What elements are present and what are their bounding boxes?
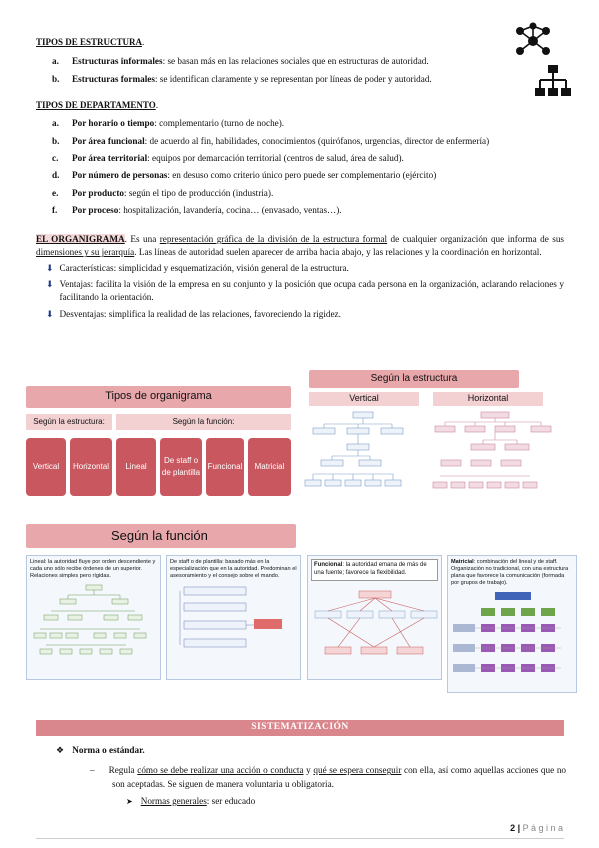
estructura-section	[36, 36, 516, 90]
list-item: b. Por área funcional: de acuerdo al fin, habilidades, conocimientos (quirófanos, urgencias, director de enfermería)	[52, 135, 490, 146]
organigrama-section	[36, 233, 564, 324]
arrow-down-icon: ⬇	[46, 279, 54, 290]
lineal-card	[26, 555, 161, 680]
organigrama-bullets	[46, 262, 564, 321]
vertical-org-chart	[303, 410, 423, 498]
organigrama-type-box: Vertical	[26, 438, 66, 496]
list-item: c. Por área territorial: equipos por demarcación territorial (centros de salud, área de salud).	[52, 153, 404, 164]
diagram-title: Tipos de organigrama	[26, 386, 291, 408]
departamento-list	[52, 117, 576, 217]
dash-bullet: –	[90, 765, 95, 776]
funcion-header: Según la función:	[116, 414, 291, 430]
diamond-bullet-icon: ❖	[56, 745, 65, 755]
organigrama-type-box: Funcional	[206, 438, 244, 496]
matricial-chart	[451, 590, 575, 686]
lineal-description: Lineal: la autoridad fluye por orden descendiente y cada uno sólo recibe órdenes de un superior. Relaciones simples pero rígidas.	[30, 559, 156, 579]
list-item: e. Por producto: según el tipo de producción (industria).	[52, 187, 274, 198]
page-footer: 2 | P á g i n a	[510, 823, 563, 833]
funcional-chart	[311, 589, 439, 669]
estructura-title-bar: Según la estructura	[309, 370, 519, 388]
estructura-header: Según la estructura:	[26, 414, 112, 430]
footer-divider	[36, 838, 564, 839]
staff-chart	[170, 583, 298, 663]
list-item: b. Estructuras formales: se identifican claramente y se representan por líneas de poder y autoridad.	[52, 73, 432, 84]
organigrama-type-box: Lineal	[116, 438, 156, 496]
funcional-card: Funcional: la autoridad emana de más de una fuente; favorece la flexibilidad.	[307, 555, 442, 680]
arrow-down-icon: ⬇	[46, 262, 54, 273]
staff-card	[166, 555, 301, 680]
segun-estructura-diagram	[303, 370, 563, 500]
norma-item: ❖ Norma o estándar.	[56, 745, 145, 755]
organigrama-bullet: ⬇ Características: simplicidad y esquematización, visión general de la estructura.	[46, 262, 564, 275]
organigrama-bullet: ⬇ Desventajas: simplifica la realidad de las relaciones, favoreciendo la rigidez.	[46, 308, 564, 321]
sistematizacion-header: SISTEMATIZACIÓN	[36, 720, 564, 736]
regula-item: – Regula cómo se debe realizar una acción o conducta y qué se espera conseguir con ella, así como aquellas acciones que no son aceptadas. Se siguen de manera voluntaria u obligatoria.	[90, 765, 567, 789]
arrow-bullet-icon: ➤	[126, 797, 133, 807]
segun-funcion-bar	[26, 524, 296, 550]
matricial-card: Matricial: combinación del lineal y de staff. Organización no tradicional, con una estructura plana que favorece la comunicación (formada por grupos de trabajo).	[447, 555, 577, 693]
staff-description: De staff o de plantilla: basado más en la especialización que en la autoridad. Predominan el asesoramiento y el consejo sobre el mando.	[170, 559, 297, 579]
tipos-organigrama-diagram	[26, 386, 291, 496]
departamento-title: TIPOS DE DEPARTAMENTO.	[36, 100, 158, 110]
horizontal-org-chart	[431, 410, 559, 498]
vertical-label: Vertical	[309, 392, 419, 406]
sistematizacion-body	[56, 744, 566, 808]
lineal-chart	[30, 583, 158, 663]
organigrama-title: EL ORGANIGRAMA	[36, 234, 125, 244]
organigrama-type-box: Horizontal	[70, 438, 112, 496]
page-number: 2	[510, 823, 516, 833]
list-item: f. Por proceso: hospitalización, lavandería, cocina… (envasado, ventas…).	[52, 205, 342, 216]
page-label: P á g i n a	[522, 823, 563, 833]
organigrama-type-box: De staff o de plantilla	[160, 438, 202, 496]
organigrama-bullet: ⬇ Ventajas: facilita la visión de la empresa en su conjunto y la posición que ocupa cada persona en la organización, aclarando relaciones y facilitando la orientación.	[46, 278, 564, 305]
list-item: a. Estructuras informales: se basan más en las relaciones sociales que en estructuras de autoridad.	[52, 56, 429, 67]
network-icon	[512, 22, 554, 60]
org-chart-icon	[535, 64, 571, 98]
estructura-list	[52, 55, 516, 86]
estructura-title: TIPOS DE ESTRUCTURA.	[36, 37, 145, 47]
list-item: a. Por horario o tiempo: complementario (turno de noche).	[52, 118, 285, 129]
normas-generales-item: ➤ Normas generales: ser educado	[126, 796, 256, 807]
list-item: d. Por número de personas: en desuso como criterio único pero puede ser complementario (ejército)	[52, 170, 437, 181]
departamento-section	[36, 99, 576, 221]
funcion-title: Según la función	[26, 524, 296, 548]
organigrama-paragraph: EL ORGANIGRAMA. Es una representación gráfica de la división de la estructura formal de cualquier organización que informa de sus dimensiones y su jerarquía. Las líneas de autoridad suelen aparecer de arriba hacia abajo, y las relaciones y la coordinación en horizontal.	[36, 234, 564, 258]
horizontal-label: Horizontal	[433, 392, 543, 406]
organigrama-type-box: Matricial	[248, 438, 291, 496]
arrow-down-icon: ⬇	[46, 308, 54, 319]
